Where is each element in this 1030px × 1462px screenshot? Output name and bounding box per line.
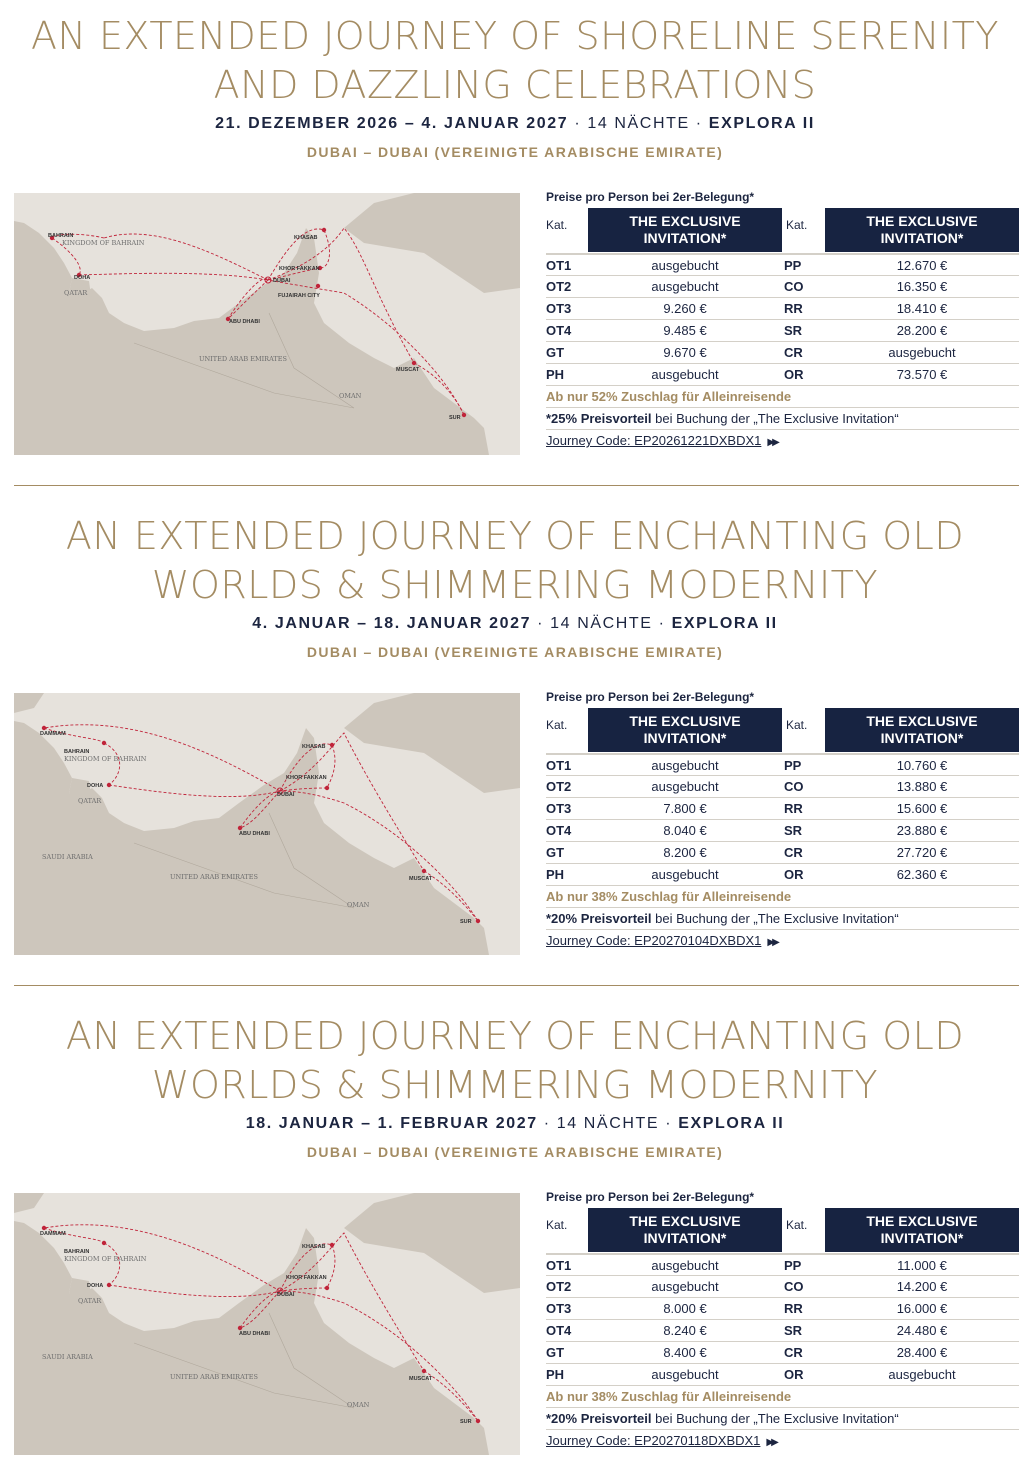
price-value: 73.570 € [896,367,948,382]
table-row [546,1298,1019,1320]
double-arrow-icon: ▶▶ [766,1437,776,1448]
discount-highlight: *25% Preisvorteil [546,411,652,426]
map-region-label: OMAN [339,392,362,400]
table-row [546,820,1019,842]
price-value: 62.360 € [896,867,948,882]
map-region-label: KINGDOM OF BAHRAIN [62,239,145,247]
map-port-label: KHOR FAKKAN [286,1275,327,1281]
category-code: RR [784,301,803,316]
price-value: 11.000 € [897,1258,947,1273]
map-port-label: DAMMAM [40,731,66,737]
table-row [546,842,1019,864]
map-port-label: KHASAB [302,1244,326,1250]
cruise-dateline: 21. DEZEMBER 2026 – 4. JANUAR 2027 · 14 NÄCHTE · EXPLORA II [215,115,815,132]
price-table-header [546,708,1019,752]
category-code: CO [784,279,804,294]
map-port-label: FUJAIRAH CITY [278,293,320,299]
cruise-route: DUBAI – DUBAI (VEREINIGTE ARABISCHE EMIRATE) [306,144,724,160]
map-port-label: KHASAB [294,235,318,241]
price-rows [546,253,1019,386]
cruise-dates: 4. JANUAR – 18. JANUAR 2027 [252,615,532,632]
cruise-title [0,512,1030,610]
category-code: OT3 [546,801,572,816]
single-supplement-note: Ab nur 38% Zuschlag für Alleinreisende [546,1386,1019,1408]
section-divider [14,985,1019,986]
double-arrow-icon: ▶▶ [767,937,777,948]
map-region-label: SAUDI ARABIA [42,1353,93,1361]
category-code: OT4 [546,323,572,338]
category-code: OT4 [546,823,572,838]
column-header: THE EXCLUSIVE INVITATION* [588,1208,782,1252]
table-row [546,864,1019,886]
discount-note [546,908,1019,930]
map-port-label: DOHA [87,783,104,789]
map-port-label: BAHRAIN [48,233,74,239]
cruise-nights: 14 NÄCHTE [587,115,690,132]
category-code: OT2 [546,1279,572,1294]
route-map-svg [14,1193,520,1455]
price-value: 14.200 € [896,1279,948,1294]
category-code: CO [784,779,804,794]
category-code: OR [784,367,804,382]
map-port-label: KHASAB [302,744,326,750]
kat-label: Kat. [786,718,808,732]
price-value: 9.670 € [663,345,707,360]
discount-note [546,1408,1019,1430]
map-port-label: MUSCAT [409,1376,433,1382]
table-row [546,254,1019,276]
price-value: ausgebucht [651,867,719,882]
price-value: 8.400 € [663,1345,707,1360]
category-code: CO [784,1279,804,1294]
map-region-label: UNITED ARAB EMIRATES [170,1373,258,1381]
price-table [546,686,1019,952]
price-table-header [546,208,1019,252]
journey-code-row[interactable] [546,930,1019,952]
price-value: 28.200 € [896,323,948,338]
map-port-label: DOHA [74,275,91,281]
cruise-title [0,1012,1030,1110]
category-code: OR [784,1367,804,1382]
cruise-section-3 [0,1000,1030,1462]
price-value: 16.350 € [896,279,948,294]
price-value: ausgebucht [888,1367,956,1382]
map-port-label: BAHRAIN [64,1249,90,1255]
category-code: SR [784,1323,803,1338]
kat-label: Kat. [546,218,568,232]
map-port-label: SUR [460,919,472,925]
table-row [546,1276,1019,1298]
table-row [546,1320,1019,1342]
map-region-label: KINGDOM OF BAHRAIN [64,1255,147,1263]
table-row [546,1254,1019,1276]
category-code: PH [546,367,565,382]
category-code: OT2 [546,779,572,794]
journey-code-link[interactable]: Journey Code: EP20270118DXBDX1 [546,1433,761,1448]
table-row [546,754,1019,776]
category-code: CR [784,845,803,860]
price-rows [546,753,1019,886]
price-heading: Preise pro Person bei 2er-Belegung* [546,1190,755,1204]
kat-label: Kat. [546,1218,568,1232]
price-value: 28.400 € [896,1345,948,1360]
map-port-label: KHOR FAKKAN [279,266,320,272]
price-table [546,186,1019,452]
map-port-label: MUSCAT [409,876,433,882]
title-line-1: AN EXTENDED JOURNEY OF ENCHANTING OLD [65,1014,965,1058]
category-code: PH [546,867,565,882]
cruise-title [0,12,1030,110]
title-line-1: AN EXTENDED JOURNEY OF SHORELINE SERENITY [30,14,1000,58]
map-region-label: UNITED ARAB EMIRATES [199,355,287,363]
map-port-label: DUBAI [273,278,291,284]
map-port-label: KHOR FAKKAN [286,775,327,781]
price-value: 9.485 € [663,323,707,338]
category-code: PP [784,758,802,773]
discount-text: bei Buchung der „The Exclusive Invitation“ [655,411,899,426]
map-port-label: BAHRAIN [64,749,90,755]
map-port-label: MUSCAT [396,367,420,373]
journey-code-link[interactable]: Journey Code: EP20270104DXBDX1 [546,933,762,948]
kat-label: Kat. [546,718,568,732]
price-value: 18.410 € [896,301,948,316]
journey-code-link[interactable]: Journey Code: EP20261221DXBDX1 [546,433,762,448]
price-value: 8.040 € [663,823,707,838]
single-supplement-note: Ab nur 52% Zuschlag für Alleinreisende [546,386,1019,408]
category-code: OT2 [546,279,572,294]
cruise-route: DUBAI – DUBAI (VEREINIGTE ARABISCHE EMIRATE) [306,1144,724,1160]
column-header: THE EXCLUSIVE INVITATION* [825,208,1019,252]
map-port-label: SUR [449,415,461,421]
price-value: 23.880 € [896,823,948,838]
title-line-2: WORLDS & SHIMMERING MODERNITY [151,1063,879,1107]
price-value: ausgebucht [651,1279,719,1294]
cruise-dateline: 18. JANUAR – 1. FEBRUAR 2027 · 14 NÄCHTE · EXPLORA II [245,1115,785,1132]
discount-highlight: *20% Preisvorteil [546,911,652,926]
section-divider [14,485,1019,486]
category-code: GT [546,345,565,360]
map-port-label: DUBAI [277,1292,295,1298]
map-region-label: KINGDOM OF BAHRAIN [64,755,147,763]
price-value: 15.600 € [896,801,948,816]
category-code: CR [784,1345,803,1360]
map-region-label: SAUDI ARABIA [42,853,93,861]
table-row [546,798,1019,820]
kat-label: Kat. [786,218,808,232]
map-region-label: UNITED ARAB EMIRATES [170,873,258,881]
ship-name: EXPLORA II [678,1115,785,1132]
price-heading: Preise pro Person bei 2er-Belegung* [546,690,755,704]
category-code: PP [784,1258,802,1273]
double-arrow-icon: ▶▶ [767,437,777,448]
cruise-dates: 21. DEZEMBER 2026 – 4. JANUAR 2027 [215,115,569,132]
cruise-dates: 18. JANUAR – 1. FEBRUAR 2027 [245,1115,538,1132]
discount-note [546,408,1019,430]
price-value: 16.000 € [896,1301,948,1316]
price-value: 9.260 € [663,301,707,316]
title-line-1: AN EXTENDED JOURNEY OF ENCHANTING OLD [65,514,965,558]
price-value: ausgebucht [651,1367,719,1382]
column-header: THE EXCLUSIVE INVITATION* [588,708,782,752]
title-line-2: WORLDS & SHIMMERING MODERNITY [151,563,879,607]
category-code: OT1 [546,758,572,773]
category-code: CR [784,345,803,360]
route-map-svg [14,693,520,955]
price-table-header [546,1208,1019,1252]
category-code: OT4 [546,1323,572,1338]
table-row [546,320,1019,342]
price-table [546,1186,1019,1452]
table-row [546,776,1019,798]
map-port-label: ABU DHABI [239,1331,270,1337]
price-value: ausgebucht [651,279,719,294]
category-code: OR [784,867,804,882]
cruise-route: DUBAI – DUBAI (VEREINIGTE ARABISCHE EMIRATE) [306,644,724,660]
category-code: PP [784,258,802,273]
table-row [546,276,1019,298]
category-code: SR [784,823,803,838]
cruise-dateline: 4. JANUAR – 18. JANUAR 2027 · 14 NÄCHTE · EXPLORA II [252,615,778,632]
table-row [546,364,1019,386]
route-map [14,1193,520,1455]
price-value: 13.880 € [896,779,948,794]
category-code: OT3 [546,1301,572,1316]
table-row [546,1364,1019,1386]
ship-name: EXPLORA II [708,115,815,132]
category-code: OT1 [546,258,572,273]
price-value: 8.200 € [663,845,707,860]
ship-name: EXPLORA II [671,615,778,632]
price-value: ausgebucht [651,779,719,794]
cruise-section-1 [0,0,1030,485]
map-region-label: OMAN [347,901,370,909]
price-rows [546,1253,1019,1386]
route-map [14,193,520,455]
price-value: ausgebucht [888,345,956,360]
map-port-label: ABU DHABI [229,319,260,325]
map-region-label: QATAR [78,797,102,805]
journey-code-row[interactable] [546,430,1019,452]
route-map-svg [14,193,520,455]
category-code: SR [784,323,803,338]
table-row [546,342,1019,364]
price-value: ausgebucht [651,367,719,382]
discount-highlight: *20% Preisvorteil [546,1411,652,1426]
discount-text: bei Buchung der „The Exclusive Invitation“ [655,911,899,926]
title-line-2: AND DAZZLING CELEBRATIONS [213,63,817,107]
price-value: ausgebucht [651,258,719,273]
price-value: 27.720 € [896,845,948,860]
price-value: ausgebucht [651,1258,719,1273]
cruise-nights: 14 NÄCHTE [556,1115,660,1132]
column-header: THE EXCLUSIVE INVITATION* [588,208,782,252]
price-value: 8.000 € [663,1301,707,1316]
category-code: OT3 [546,301,572,316]
map-port-label: SUR [460,1419,472,1425]
table-row [546,1342,1019,1364]
price-value: 24.480 € [896,1323,948,1338]
cruise-nights: 14 NÄCHTE [550,615,653,632]
map-region-label: QATAR [64,289,88,297]
category-code: RR [784,801,803,816]
category-code: PH [546,1367,565,1382]
column-header: THE EXCLUSIVE INVITATION* [825,1208,1019,1252]
price-value: 7.800 € [663,801,707,816]
map-region-label: OMAN [347,1401,370,1409]
column-header: THE EXCLUSIVE INVITATION* [825,708,1019,752]
category-code: OT1 [546,1258,572,1273]
discount-text: bei Buchung der „The Exclusive Invitation“ [655,1411,899,1426]
price-value: 12.670 € [896,258,948,273]
table-row [546,298,1019,320]
price-value: 8.240 € [663,1323,707,1338]
map-port-label: ABU DHABI [239,831,270,837]
map-port-label: DUBAI [277,792,295,798]
map-port-label: DOHA [87,1283,104,1289]
price-heading: Preise pro Person bei 2er-Belegung* [546,190,755,204]
map-region-label: QATAR [78,1297,102,1305]
price-value: ausgebucht [651,758,719,773]
journey-code-row[interactable] [546,1430,1019,1452]
kat-label: Kat. [786,1218,808,1232]
category-code: GT [546,845,565,860]
single-supplement-note: Ab nur 38% Zuschlag für Alleinreisende [546,886,1019,908]
route-map [14,693,520,955]
category-code: GT [546,1345,565,1360]
map-port-label: DAMMAM [40,1231,66,1237]
cruise-section-2 [0,500,1030,985]
category-code: RR [784,1301,803,1316]
price-value: 10.760 € [896,758,948,773]
